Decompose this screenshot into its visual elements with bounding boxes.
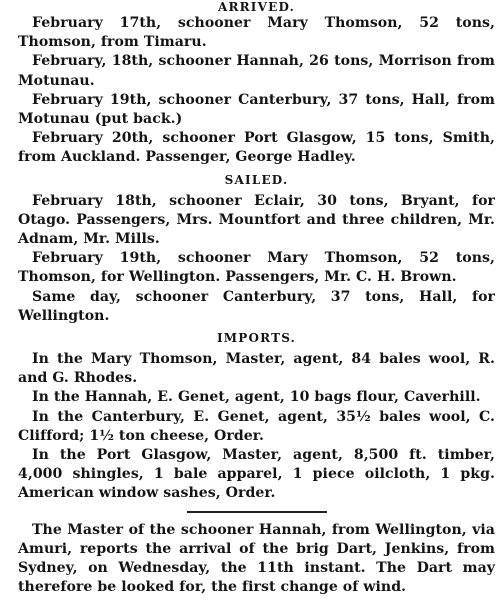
heading-sailed: SAILED. <box>224 172 289 187</box>
heading-imports: IMPORTS. <box>216 331 297 346</box>
arrived-entry: February 19th, schooner Canterbury, 37 tons, Hall, from Motunau (put back.) <box>18 91 495 128</box>
sailed-entry: February 19th, schooner Mary Thomson, 52 tons, Thomson, for Wellington. Passengers, Mr. C. H. Brown. <box>18 250 495 286</box>
sailed-entry: Same day, schooner Canterbury, 37 tons, Hall, for Wellington. <box>18 288 495 324</box>
arrived-entry: February 20th, schooner Port Glasgow, 15 tons, Smith, from Auckland. Passenger, George Hadley. <box>18 130 495 166</box>
arrived-entry: February, 18th, schooner Hannah, 26 tons, Morrison from Motunau. <box>18 53 495 89</box>
imports-entry: In the Hannah, E. Genet, agent, 10 bags flour, Caverhill. <box>32 389 481 406</box>
heading-arrived: ARRIVED. <box>217 0 296 14</box>
imports-entry: In the Mary Thomson, Master, agent, 84 bales wool, R. and G. Rhodes. <box>18 351 495 387</box>
sailed-entry: February 18th, schooner Eclair, 30 tons, Bryant, for Otago. Passengers, Mrs. Mountfort and three children, Mr. Adnam, Mr. Mills. <box>18 192 495 248</box>
closing-note: The Master of the schooner Hannah, from Wellington, via Amuri, reports the arrival of the brig Dart, Jenkins, from Sydney, on Wednesday, the 11th instant. The Dart may therefore be looked for, the first change of wind. <box>18 521 495 596</box>
section-divider <box>187 511 327 513</box>
arrived-entry: February 17th, schooner Mary Thomson, 52 tons, Thomson, from Timaru. <box>18 15 495 51</box>
imports-entry: In the Port Glasgow, Master, agent, 8,500 ft. timber, 4,000 shingles, 1 bale apparel, 1 piece oilcloth, 1 pkg. American window sashes, Order. <box>18 447 495 502</box>
imports-entry: In the Canterbury, E. Genet, agent, 35½ bales wool, C. Clifford; 1½ ton cheese, Order. <box>18 408 495 444</box>
